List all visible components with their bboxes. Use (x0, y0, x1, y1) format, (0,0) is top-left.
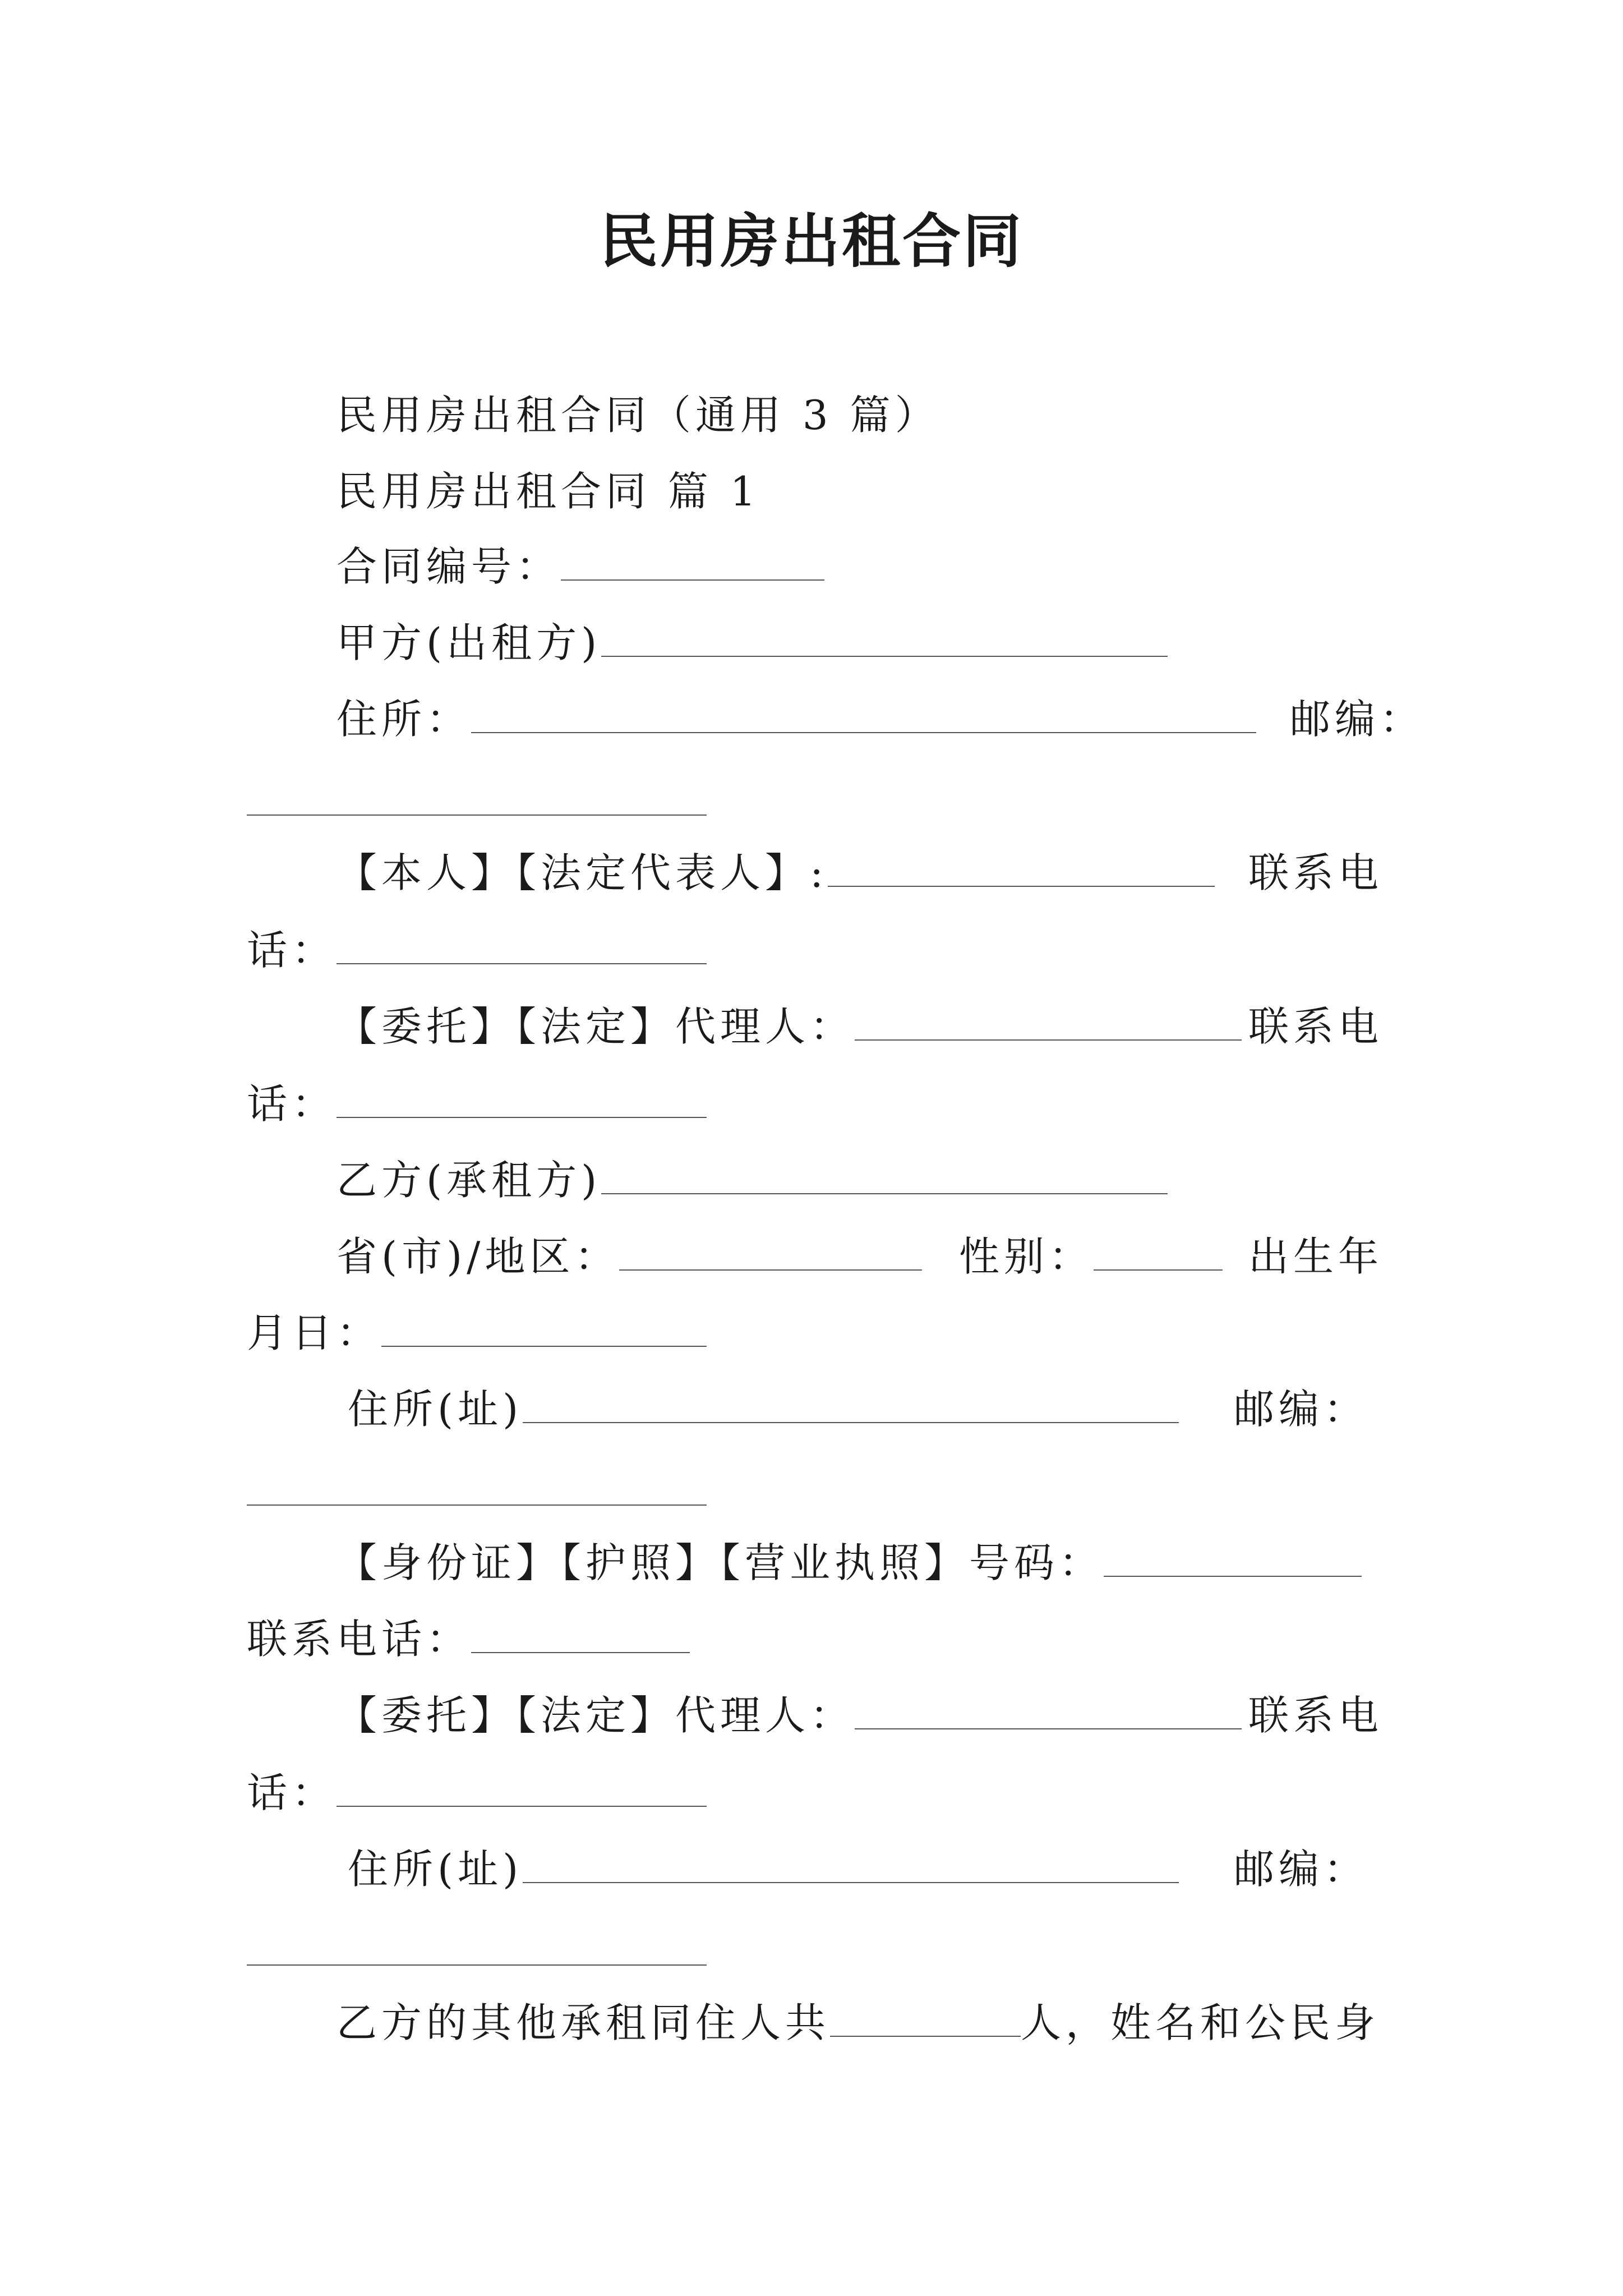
agent2-label: 【委托】【法定】代理人： (336, 1692, 855, 1739)
agent2-contact-cont-label: 话： (247, 1769, 337, 1816)
agent-contact-label: 联系电 (1248, 1003, 1384, 1050)
birth-row (247, 1305, 707, 1361)
contact-blank (336, 930, 707, 964)
birth-label: 出生年 (1248, 1233, 1384, 1280)
agent2-blank (855, 1695, 1242, 1729)
representative-row (336, 845, 1215, 901)
contract-number-blank (561, 546, 824, 581)
postcode-label: 邮编： (1290, 696, 1425, 743)
gender-row (959, 1228, 1223, 1285)
id-row (336, 1535, 1362, 1591)
party-a-blank (601, 622, 1168, 657)
party-b-address-row (348, 1381, 1179, 1437)
address-blank (471, 698, 1256, 733)
contract-number-label: 合同编号： (336, 543, 561, 590)
postcode3-blank (247, 1964, 707, 1966)
province-row (336, 1228, 922, 1285)
gender-blank (1094, 1236, 1223, 1271)
address2-label: 住所(址) (348, 1386, 523, 1433)
agent-blank (855, 1006, 1242, 1041)
party-a-row (336, 615, 1168, 671)
document-subtitle: 民用房出租合同（通用 3 篇） (336, 392, 940, 439)
party-b-blank (601, 1159, 1168, 1194)
cotenant-row (336, 1995, 1380, 2051)
party-a-label: 甲方(出租方) (336, 619, 602, 666)
agent-contact-cont-label: 话： (247, 1080, 337, 1128)
document-title: 民用房出租合同 (599, 206, 1023, 275)
agent-contact-row (247, 1076, 707, 1132)
party-a-address-row (336, 691, 1256, 747)
section-heading: 民用房出租合同 篇 1 (336, 468, 760, 515)
contact-cont-label: 话： (247, 927, 337, 974)
birth-blank (381, 1312, 707, 1347)
birth-cont-label: 月日： (247, 1309, 382, 1356)
agent-contact-blank (336, 1083, 707, 1118)
agent2-address-row (348, 1841, 1179, 1897)
contract-number-row (336, 539, 824, 595)
cotenant-label-b: 人，姓名和公民身 (1021, 1999, 1380, 2046)
representative-blank (828, 852, 1215, 887)
address2-blank (523, 1388, 1179, 1423)
postcode2-label: 邮编： (1234, 1386, 1369, 1433)
cotenant-count-blank (830, 2002, 1021, 2037)
id-label: 【身份证】【护照】【营业执照】号码： (336, 1539, 1104, 1586)
agent2-row (336, 1687, 1242, 1743)
address3-label: 住所(址) (348, 1846, 523, 1893)
contact-label: 联系电 (1248, 849, 1384, 896)
agent2-contact-label: 联系电 (1248, 1692, 1384, 1739)
agent2-contact-row (247, 1765, 707, 1821)
province-blank (619, 1236, 922, 1271)
party-b-row (336, 1152, 1168, 1208)
address3-blank (523, 1848, 1179, 1883)
agent-label: 【委托】【法定】代理人： (336, 1003, 855, 1050)
postcode3-label: 邮编： (1234, 1846, 1369, 1893)
agent2-contact-blank (336, 1772, 707, 1807)
representative-label: 【本人】【法定代表人】: (336, 849, 828, 896)
address-label: 住所： (336, 696, 472, 743)
id-contact-blank (471, 1618, 690, 1653)
contact-row (247, 922, 707, 978)
agent-row (336, 999, 1242, 1055)
postcode-blank (247, 815, 707, 816)
gender-label: 性别： (959, 1233, 1094, 1280)
province-label: 省(市)/地区： (336, 1233, 620, 1280)
id-contact-row (247, 1611, 690, 1667)
postcode2-blank (247, 1504, 707, 1506)
party-b-label: 乙方(承租方) (336, 1157, 602, 1204)
cotenant-label-a: 乙方的其他承租同住人共 (336, 1999, 831, 2046)
id-contact-label: 联系电话： (247, 1616, 472, 1663)
id-blank (1104, 1542, 1362, 1577)
